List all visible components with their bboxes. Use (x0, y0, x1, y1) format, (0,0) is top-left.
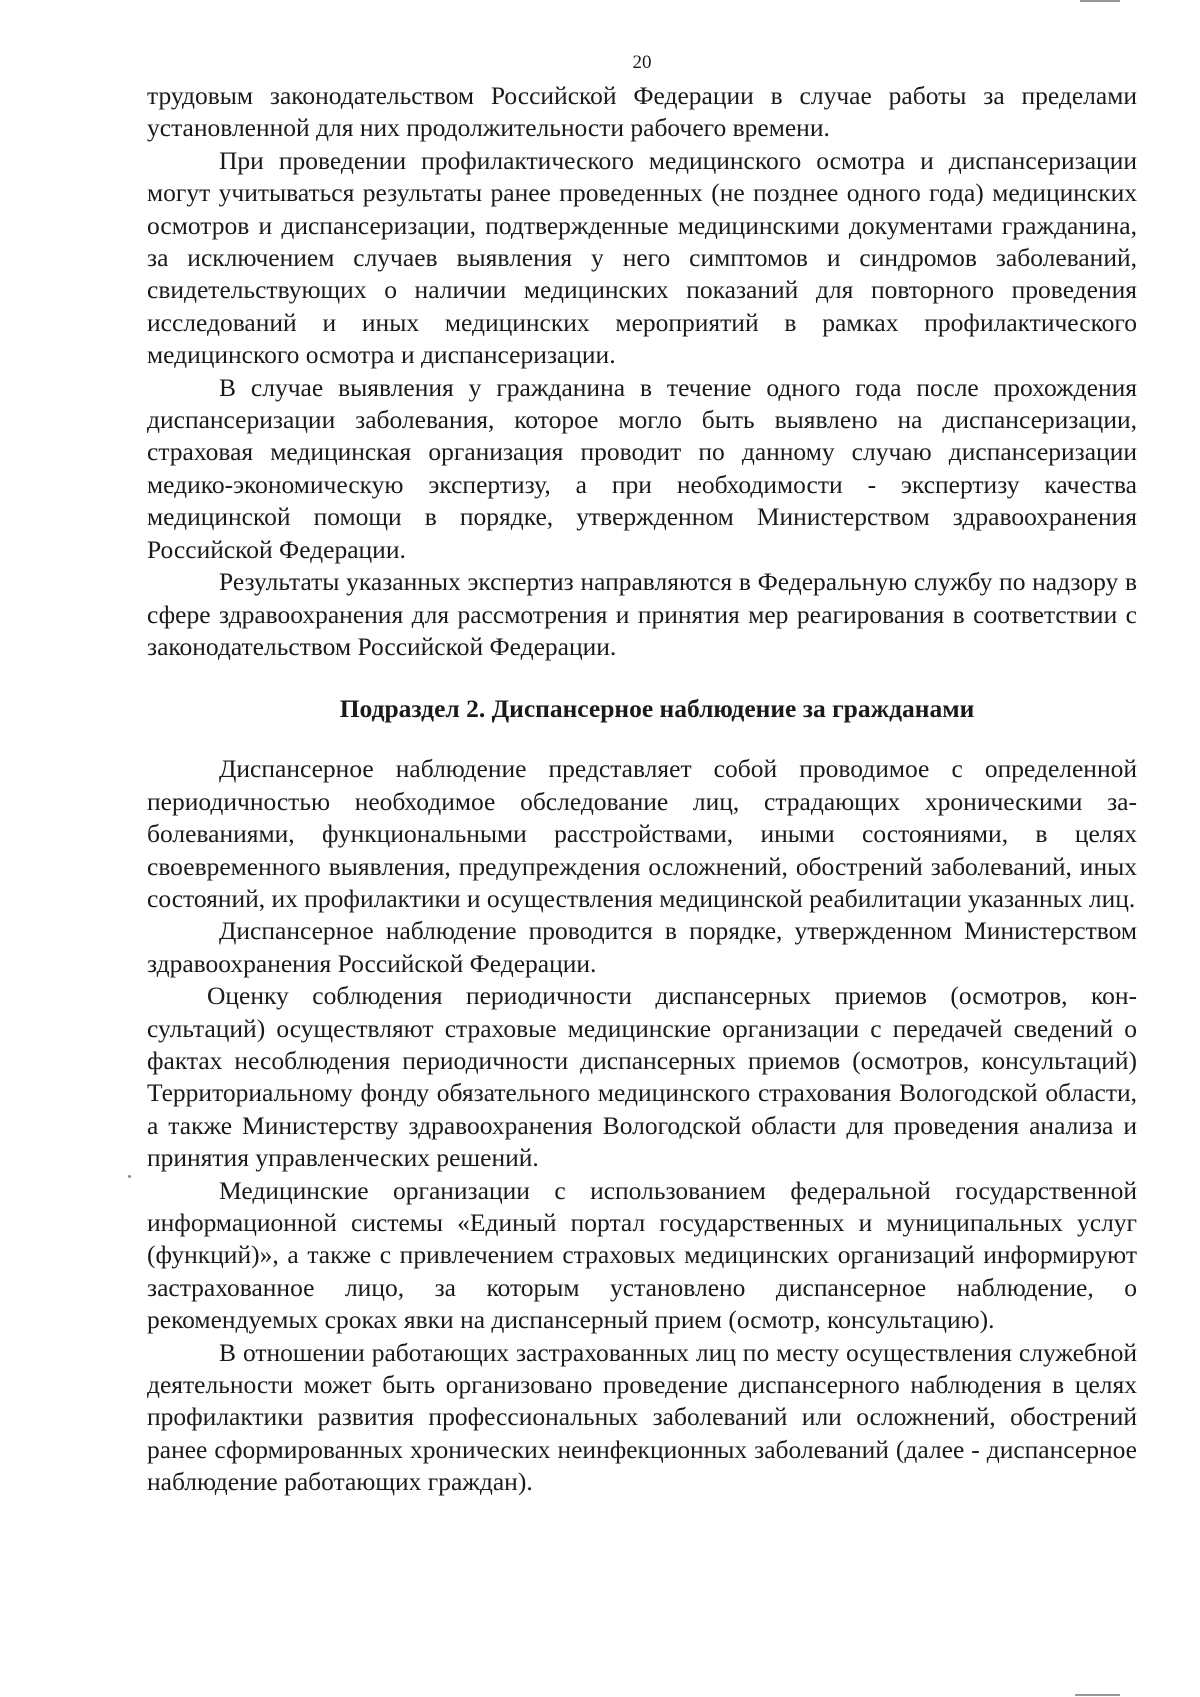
document-page (147, 52, 1137, 1499)
paragraph: В отношении работающих застрахованных лиц по месту осуществления служебной деятельности может быть организовано проведение диспансерного наблюдения в целях профилактики развития профессиональных заболеваний или осложнений, обострений ранее сформированных хронических неинфекционных заболеваний (далее - диспансерное наблюдение работающих граждан). (147, 1337, 1137, 1497)
paragraph: Диспансерное наблюдение проводится в порядке, утвержденном Министерством здравоохранения Российской Федерации. (147, 916, 1137, 978)
section-heading: Подраздел 2. Диспансерное наблюдение за гражданами (339, 694, 975, 724)
scan-edge-mark (1080, 0, 1120, 2)
paragraph: При проведении профилактического медицинского осмотра и диспансеризации могут учитываться результаты ранее проведенных (не позднее одного года) медицинских осмотров и диспансеризации, подтвержденные медицинскими документами гражданина, за исключением случаев выявления у него симптомов и синдромов заболеваний, свидетельствующих о наличии медицинских показаний для повторного проведения исследований и иных медицинских мероприятий в рамках профилактического медицинского осмотра и диспансеризации. (147, 145, 1137, 370)
paragraph: В случае выявления у гражданина в течение одного года после прохождения диспансеризации заболевания, которое могло быть выявлено на диспансеризации, страховая медицинская организация проводит по данному случаю диспансеризации медико-экономическую экспертизу, а при необходимости - экспертизу качества медицинской помощи в порядке, утвержденном Министерством здравоохранения Российской Федерации. (147, 372, 1137, 564)
page-number: 20 (632, 52, 652, 73)
paragraph: трудовым законодательством Российской Федерации в случае работы за пределами установленной для них продолжительности рабочего времени. (147, 81, 1137, 143)
paragraph: Оценку соблюдения периодичности диспансерных приемов (осмотров, консультаций) осуществляют страховые медицинские организации с передачей сведений о фактах несоблюдения периодичности диспансерных приемов (осмотров, консультаций) Территориальному фонду обязательного медицинского страхования Вологодской области, а также Министерству здравоохранения Вологодской области для проведения анализа и принятия управленческих решений. (147, 981, 1137, 1173)
paragraph: Результаты указанных экспертиз направляются в Федеральную службу по надзору в сфере здравоохранения для рассмотрения и принятия мер реагирования в соответствии с законодательством Российской Федерации. (147, 567, 1137, 661)
scan-edge-mark (1075, 1694, 1120, 1696)
scan-dot (128, 1175, 131, 1178)
paragraph: Медицинские организации с использованием федеральной государственной информационной системы «Единый портал государственных и муниципальных услуг (функций)», а также с привлечением страховых медицинских организаций информируют застрахованное лицо, за которым установлено диспансерное наблюдение, о рекомендуемых сроках явки на диспансерный прием (осмотр, консультацию). (147, 1175, 1137, 1335)
paragraph: Диспансерное наблюдение представляет собой проводимое с определенной периодичностью необходимое обследование лиц, страдающих хроническими заболеваниями, функциональными расстройствами, иными состояниями, в целях своевременного выявления, предупреждения осложнений, обострений заболеваний, иных состояний, их профилактики и осуществления медицинской реабилитации указанных лиц. (147, 754, 1137, 913)
